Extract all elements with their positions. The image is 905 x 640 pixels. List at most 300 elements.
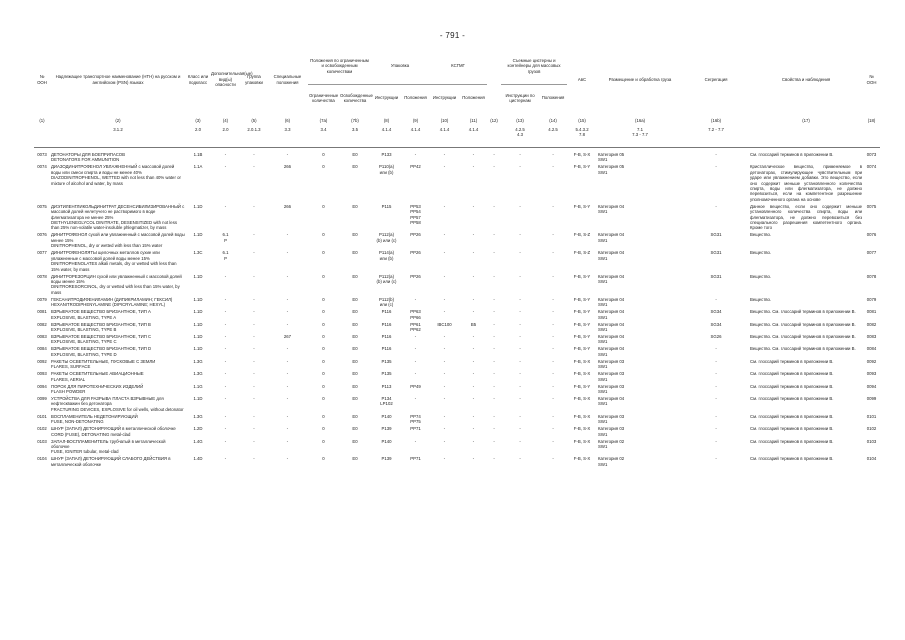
reference-cell [749, 127, 863, 148]
limited-quantity: 0 [322, 250, 325, 256]
packing-instruction: P116 [381, 333, 392, 339]
ibc-instruction: IBC100 [437, 321, 452, 327]
limited-quantity: 0 [322, 152, 325, 157]
segregation-cell: - [715, 413, 717, 419]
excepted-quantity: E0 [352, 273, 358, 279]
special-provision: - [286, 358, 289, 364]
packing-group: - [253, 309, 255, 315]
ibc-provision: - [472, 456, 475, 462]
proper-shipping-name [50, 439, 186, 457]
un-number: 0103 [37, 438, 47, 444]
ems-code: F-B, S-Y [573, 321, 591, 327]
tank-provision: - [552, 232, 554, 238]
special-provision: - [286, 309, 289, 315]
ibc-provision: - [472, 203, 475, 209]
limited-quantity: 0 [322, 321, 325, 327]
packing-instruction: P112(a) (b) или (c) [376, 273, 397, 284]
col-12-cell: - [493, 250, 495, 256]
segregation-cell: - [715, 296, 717, 302]
un-number: 0083 [37, 333, 47, 339]
column-number: (13) [516, 118, 524, 124]
reference-cell: 7.2 - 7.7 [708, 127, 724, 132]
ibc-provision: B5 [470, 321, 477, 327]
ems-code: F-B, S-X [573, 456, 591, 462]
class-cell: 1.1D [193, 321, 203, 327]
col-un-no-end: № ООН [866, 74, 877, 85]
proper-shipping-name [50, 359, 186, 371]
col-tank-prov: Положения [541, 95, 565, 101]
column-number: (5) [251, 118, 257, 124]
name-en: HEXANITRODIPHENYLAMINE (DIPICRYLAMINE; HEXYL) [51, 302, 166, 308]
tank-instruction: - [519, 333, 521, 339]
packing-provision: PP53 PP54 PP57 PP58 [410, 203, 421, 226]
table-row [34, 250, 880, 273]
reference-cell: 3.1.2 [113, 127, 123, 132]
packing-group: - [253, 203, 255, 209]
ibc-instruction: - [443, 346, 446, 352]
class-cell: 1.1B [193, 152, 203, 157]
col-12-cell: - [493, 164, 495, 170]
column-number: (11) [469, 118, 478, 124]
table-header [34, 48, 880, 152]
ibc-provision: - [472, 164, 475, 170]
proper-shipping-name [50, 396, 186, 414]
reference-cell: 2.0 [195, 127, 201, 132]
segregation-cell: SG31 [710, 273, 722, 279]
ems-code: F-B, S-X [573, 426, 591, 432]
ems-code: F-B, S-X [573, 152, 591, 157]
col-packing-group: Группа упаковки [245, 74, 263, 85]
table-row [34, 439, 880, 457]
excepted-quantity: E0 [352, 250, 358, 256]
name-en: FLARES, AERIAL [51, 376, 86, 382]
subsidiary-hazard: - [224, 321, 227, 327]
ibc-instruction: - [443, 164, 446, 170]
reference-cell: 3.3 [284, 127, 291, 132]
un-number: 0077 [37, 250, 47, 256]
packing-provision: - [414, 371, 417, 377]
reference-cell [487, 127, 501, 148]
excepted-quantity: E0 [352, 413, 358, 419]
col-name: Надлежащее транспортное наименование (НТН) на русском и английском (PSN) языках [55, 74, 181, 85]
packing-provision: PP42 [410, 164, 421, 170]
special-provision: - [286, 438, 289, 444]
ibc-instruction: - [443, 456, 446, 462]
segregation-cell: - [715, 426, 717, 432]
packing-instruction: P110(a) или (b) [379, 164, 394, 175]
packing-provision: PP74 PP75 [410, 413, 421, 425]
packing-instruction: P112(a) (b) или (c) [376, 232, 397, 243]
ibc-instruction: - [443, 203, 446, 209]
col-12-cell: - [493, 371, 495, 377]
special-provision: - [286, 321, 289, 327]
tank-provision: - [552, 346, 554, 352]
segregation-cell: - [715, 383, 717, 389]
un-number: 0076 [37, 232, 47, 238]
ibc-provision: - [472, 296, 475, 302]
tank-provision: - [552, 164, 554, 170]
name-ru: ГЕКСАНИТРОДИФЕНИЛАМИН (ДИПИКРИЛАМИН; ГЕКСИЛ) [51, 296, 173, 302]
name-en: DIAZODINITROPHENOL, WETTED with not less than 40% water or mixture of alcohol and water, by mass [51, 175, 181, 186]
excepted-quantity: E0 [352, 456, 358, 462]
proper-shipping-name [50, 456, 186, 468]
stowage-cell: Категория 04 SW1 [598, 321, 625, 332]
table-row [34, 232, 880, 250]
class-cell: 1.1D [193, 309, 203, 315]
packing-group: - [253, 383, 255, 389]
segregation-cell: - [715, 438, 717, 444]
table-row [34, 346, 880, 358]
un-number-end: 0082 [866, 321, 877, 327]
subsidiary-hazard: 6.1 P [222, 232, 229, 243]
table-row [34, 414, 880, 426]
un-number: 0081 [37, 309, 47, 315]
col-12-cell: - [493, 309, 495, 315]
ibc-instruction: - [443, 232, 446, 238]
class-cell: 1.3C [193, 250, 203, 256]
col-stowage: Размещение и обработка груза [608, 76, 672, 82]
col-ibc-instr: Инструкции [432, 95, 457, 101]
tank-provision: - [552, 358, 554, 364]
limited-quantity: 0 [322, 296, 325, 302]
packing-instruction: P140 [381, 413, 392, 419]
segregation-cell: SG26 [710, 333, 722, 339]
ems-code: F-B, S-Z [573, 250, 591, 256]
special-provision: - [286, 456, 289, 462]
column-number: (7a) [319, 118, 328, 124]
un-number: 0079 [37, 296, 47, 302]
properties-cell: Вещество. См. глоссарий терминов в приложении B. [750, 346, 856, 352]
reference-row [34, 127, 880, 148]
tank-instruction: - [519, 152, 521, 157]
special-provision: 267 [283, 333, 292, 339]
un-number: 0084 [37, 346, 47, 352]
column-number: (4) [222, 118, 229, 124]
name-ru: ДИНИТРОРЕЗОРЦИН сухой или увлажненный с массовой долей воды менее 15% [51, 273, 182, 284]
packing-group: - [253, 333, 255, 339]
col-limited-quantities: Положения по ограниченным и освобожденным количествам [308, 48, 371, 85]
reference-cell: 2.0.1.3 [247, 127, 261, 132]
class-cell: 1.1D [193, 333, 203, 339]
class-cell: 1.4G [193, 438, 203, 444]
un-number-end: 0093 [866, 371, 877, 377]
column-number: (9) [412, 118, 419, 124]
packing-instruction: P133 [381, 152, 392, 157]
packing-instruction: P135 [381, 358, 392, 364]
column-number: (16a) [635, 118, 646, 124]
column-number: (1) [39, 118, 45, 124]
limited-quantity: 0 [322, 164, 325, 170]
ibc-provision: - [472, 346, 475, 352]
col-pk-prov: Положения [404, 95, 427, 101]
stowage-cell: Категория 02 SW1 [598, 456, 625, 467]
ibc-instruction: - [443, 358, 446, 364]
un-number-end: 0079 [866, 296, 877, 302]
ibc-provision: - [472, 232, 475, 238]
tank-provision: - [552, 395, 554, 401]
ibc-instruction: - [443, 309, 446, 315]
name-en: FRACTURING DEVICES, EXPLOSIVE for oil wells, without detonator [51, 406, 184, 412]
special-provision: - [286, 152, 289, 157]
un-number-end: 0075 [866, 203, 877, 209]
col-12-cell: - [493, 152, 495, 157]
reference-cell [863, 127, 880, 148]
stowage-cell: Категория 05 SW1 [598, 164, 625, 175]
packing-group: - [253, 152, 255, 157]
class-cell: 1.3G [193, 358, 203, 364]
tank-instruction: - [519, 346, 521, 352]
packing-instruction: P139 [381, 456, 392, 462]
un-number-end: 0084 [866, 346, 877, 352]
ibc-provision: - [472, 395, 475, 401]
tank-instruction: - [519, 395, 521, 401]
reference-cell: 4.1.4 [410, 127, 421, 132]
proper-shipping-name [50, 274, 186, 297]
name-en: EXPLOSIVE, BLASTING, TYPE C [51, 339, 117, 345]
column-number: (17) [802, 118, 810, 124]
col-pk-instr: Инструкции [374, 95, 399, 101]
special-provision: 266 [283, 203, 292, 209]
ems-code: F-B, S-Y [573, 333, 591, 339]
dangerous-goods-table [34, 48, 880, 469]
un-number-end: 0074 [866, 164, 877, 170]
tank-instruction: - [519, 164, 521, 170]
col-properties: Свойства и наблюдения [781, 76, 831, 82]
properties-cell: См. глоссарий терминов в приложении B. [750, 395, 834, 401]
segregation-cell: SG34 [710, 321, 722, 327]
ems-code: F-B, S-X [573, 395, 591, 401]
table-row [34, 309, 880, 321]
segregation-cell: - [715, 164, 717, 170]
properties-cell: Вещество. [750, 250, 772, 256]
packing-provision: - [414, 296, 417, 302]
reference-cell: 4.1.4 [381, 127, 392, 132]
tank-provision: - [552, 456, 554, 462]
ibc-instruction: - [443, 413, 446, 419]
tank-instruction: - [519, 250, 521, 256]
subsidiary-hazard: - [224, 358, 227, 364]
packing-group: - [253, 456, 255, 462]
tank-instruction: - [519, 232, 521, 238]
col-12 [487, 48, 501, 111]
name-en: CORD (FUSE), DETONATING metal-clad [51, 431, 131, 437]
un-number-end: 0099 [866, 395, 877, 401]
stowage-cell: Категория 04 SW1 [598, 203, 625, 215]
column-number: (10) [440, 118, 449, 124]
col-un-no: № ООН [37, 74, 47, 85]
segregation-cell: SG31 [710, 232, 722, 238]
limited-quantity: 0 [322, 413, 325, 419]
tank-instruction: - [519, 371, 521, 377]
ibc-provision: - [472, 358, 475, 364]
col-12-cell: - [493, 426, 495, 432]
un-number: 0092 [37, 358, 47, 364]
stowage-cell: Категория 04 SW1 [598, 346, 625, 357]
proper-shipping-name [50, 371, 186, 383]
name-ru: ПОРОХ ДЛЯ ПИРОТЕХНИЧЕСКИХ ИЗДЕЛИЙ [51, 383, 144, 389]
limited-quantity: 0 [322, 232, 325, 238]
name-en: EXPLOSIVE, BLASTING, TYPE B [51, 326, 117, 332]
tank-provision: - [552, 296, 554, 302]
packing-instruction: P115 [381, 203, 392, 209]
proper-shipping-name [50, 334, 186, 346]
proper-shipping-name [50, 250, 186, 273]
name-en: FLASH POWDER [51, 388, 86, 394]
un-number-end: 0073 [866, 152, 877, 157]
packing-provision: PP63 PP66 [410, 309, 421, 320]
properties-cell: См. глоссарий терминов в приложении B. [750, 371, 834, 377]
ems-code: F-B, S-Y [573, 164, 591, 170]
un-number-end: 0101 [866, 413, 877, 419]
excepted-quantity: E0 [352, 164, 358, 170]
ems-code: F-B, S-X [573, 413, 591, 419]
un-number-end: 0076 [866, 232, 877, 238]
col-12-cell: - [493, 383, 495, 389]
excepted-quantity: E0 [352, 438, 358, 444]
ibc-provision: - [472, 333, 475, 339]
name-en: FLARES, SURFACE [51, 364, 91, 370]
packing-group: - [253, 321, 255, 327]
un-number: 0094 [37, 383, 47, 389]
stowage-cell: Категория 02 SW1 [598, 438, 625, 449]
col-lq: Ограниченные количества [309, 92, 339, 103]
name-ru: ДЕТОНАТОРЫ ДЛЯ БОЕПРИПАСОВ [51, 152, 125, 157]
proper-shipping-name [50, 152, 186, 164]
name-en: DINITRORESORCINOL, dry or wetted with less than 15% water, by mass [51, 284, 180, 295]
un-number-end: 0104 [866, 456, 877, 462]
properties-cell: См. глоссарий терминов в приложении B. [750, 358, 834, 364]
proper-shipping-name [50, 164, 186, 203]
column-number: (6) [284, 118, 291, 124]
special-provision: - [286, 413, 289, 419]
properties-cell: См. глоссарий терминов в приложении B. [750, 426, 834, 432]
tank-provision: - [552, 438, 554, 444]
name-ru: ДИНИТРОФЕНОЛЯТЫ щелочных металлов сухие или увлажненные с массовой долей воды менее 15% [51, 250, 160, 261]
excepted-quantity: E0 [352, 309, 358, 315]
name-ru: ВОСПЛАМЕНИТЕЛЬ НЕДЕТОНИРУЮЩИЙ [51, 413, 138, 419]
tank-provision: - [552, 383, 554, 389]
ems-code: F-B, S-Y [573, 273, 591, 279]
proper-shipping-name [50, 384, 186, 396]
name-en: DINITROPHENOL, dry or wetted with less than 15% water [51, 243, 163, 249]
table-row [34, 456, 880, 468]
name-en: DIETHYLENEGLYCOL DINITRATE, DESENSITIZED with not less than 25% non-volatile water-insoluble phlegmatizer, by mass [51, 220, 177, 231]
tank-instruction: - [519, 426, 521, 432]
proper-shipping-name [50, 322, 186, 334]
stowage-cell: Категория 03 SW1 [598, 358, 625, 370]
proper-shipping-name [50, 414, 186, 426]
tank-instruction: - [519, 296, 521, 302]
tank-provision: - [552, 309, 554, 315]
limited-quantity: 0 [322, 273, 325, 279]
table-row [34, 274, 880, 297]
stowage-cell: Категория 04 SW1 [598, 309, 625, 320]
proper-shipping-name [50, 426, 186, 438]
packing-provision: - [414, 358, 417, 364]
reference-cell: 7.1 7.3 - 7.7 [632, 127, 648, 138]
limited-quantity: 0 [322, 395, 325, 401]
limited-quantity: 0 [322, 333, 325, 339]
special-provision: - [286, 426, 289, 432]
stowage-cell: Категория 04 SW1 [598, 232, 625, 243]
un-number: 0102 [37, 426, 47, 432]
reference-cell: 3.5 [352, 127, 358, 132]
un-number: 0078 [37, 273, 47, 279]
tank-instruction: - [519, 203, 521, 209]
ibc-provision: - [472, 413, 475, 419]
subsidiary-hazard: - [224, 309, 227, 315]
limited-quantity: 0 [322, 383, 325, 389]
packing-group: - [253, 395, 255, 401]
col-12-cell: - [493, 333, 495, 339]
packing-group: - [253, 426, 255, 432]
excepted-quantity: E0 [352, 371, 358, 377]
tank-provision: - [552, 203, 554, 209]
special-provision: - [286, 383, 289, 389]
table-row [34, 396, 880, 414]
tank-provision: - [552, 426, 554, 432]
col-class: Класс или подкласс [187, 74, 209, 85]
column-number: (18) [867, 118, 876, 124]
tank-instruction: - [519, 456, 521, 462]
packing-group: - [253, 296, 255, 302]
special-provision: - [286, 250, 289, 256]
un-number: 0104 [37, 456, 47, 462]
col-12-cell: - [493, 296, 495, 302]
table-row [34, 204, 880, 233]
tank-instruction: - [519, 383, 521, 389]
class-cell: 1.3G [193, 413, 203, 419]
excepted-quantity: E0 [352, 358, 358, 364]
un-number: 0082 [37, 321, 47, 327]
ibc-instruction: - [443, 383, 446, 389]
un-number: 0075 [37, 203, 47, 209]
un-number-end: 0083 [866, 333, 877, 339]
class-cell: 1.2D [193, 426, 203, 432]
stowage-cell: Категория 04 SW1 [598, 273, 625, 284]
class-cell: 1.1D [193, 296, 203, 302]
un-number-end: 0103 [866, 438, 877, 444]
name-ru: ДИНИТРОФЕНОЛ сухой или увлажненный с массовой долей воды менее 15% [51, 232, 185, 243]
subsidiary-hazard: - [224, 383, 227, 389]
ibc-provision: - [472, 250, 475, 256]
limited-quantity: 0 [322, 456, 325, 462]
class-cell: 1.3G [193, 371, 203, 377]
tank-instruction: - [519, 413, 521, 419]
col-12-cell: - [493, 232, 495, 238]
page-number: - 791 - [439, 31, 466, 40]
col-ibc: КСГМГ [429, 48, 487, 85]
subsidiary-hazard: - [224, 203, 227, 209]
ems-code: F-B, S-Y [573, 309, 591, 315]
tank-instruction: - [519, 358, 521, 364]
tank-provision: - [552, 413, 554, 419]
stowage-cell: Категория 03 SW1 [598, 426, 625, 437]
ems-code: F-B, S-X [573, 371, 591, 377]
table-row [34, 322, 880, 334]
name-en: FUSE, IGNITER tubular, metal-clad [51, 449, 119, 455]
reference-cell: 3.4 [320, 127, 327, 132]
packing-provision: PP26 [410, 232, 421, 238]
col-subsidiary: Дополнительная(ые) вид(ы) опасности [211, 71, 253, 88]
properties-cell: См. глоссарий терминов в приложении B. [750, 456, 834, 462]
ems-code: F-B, S-Y [573, 203, 591, 209]
table-row [34, 371, 880, 383]
ems-code: F-B, S-Y [573, 296, 591, 302]
limited-quantity: 0 [322, 371, 325, 377]
reference-cell: 4.1.4 [468, 127, 479, 132]
packing-instruction: P134 LP102 [380, 395, 393, 407]
